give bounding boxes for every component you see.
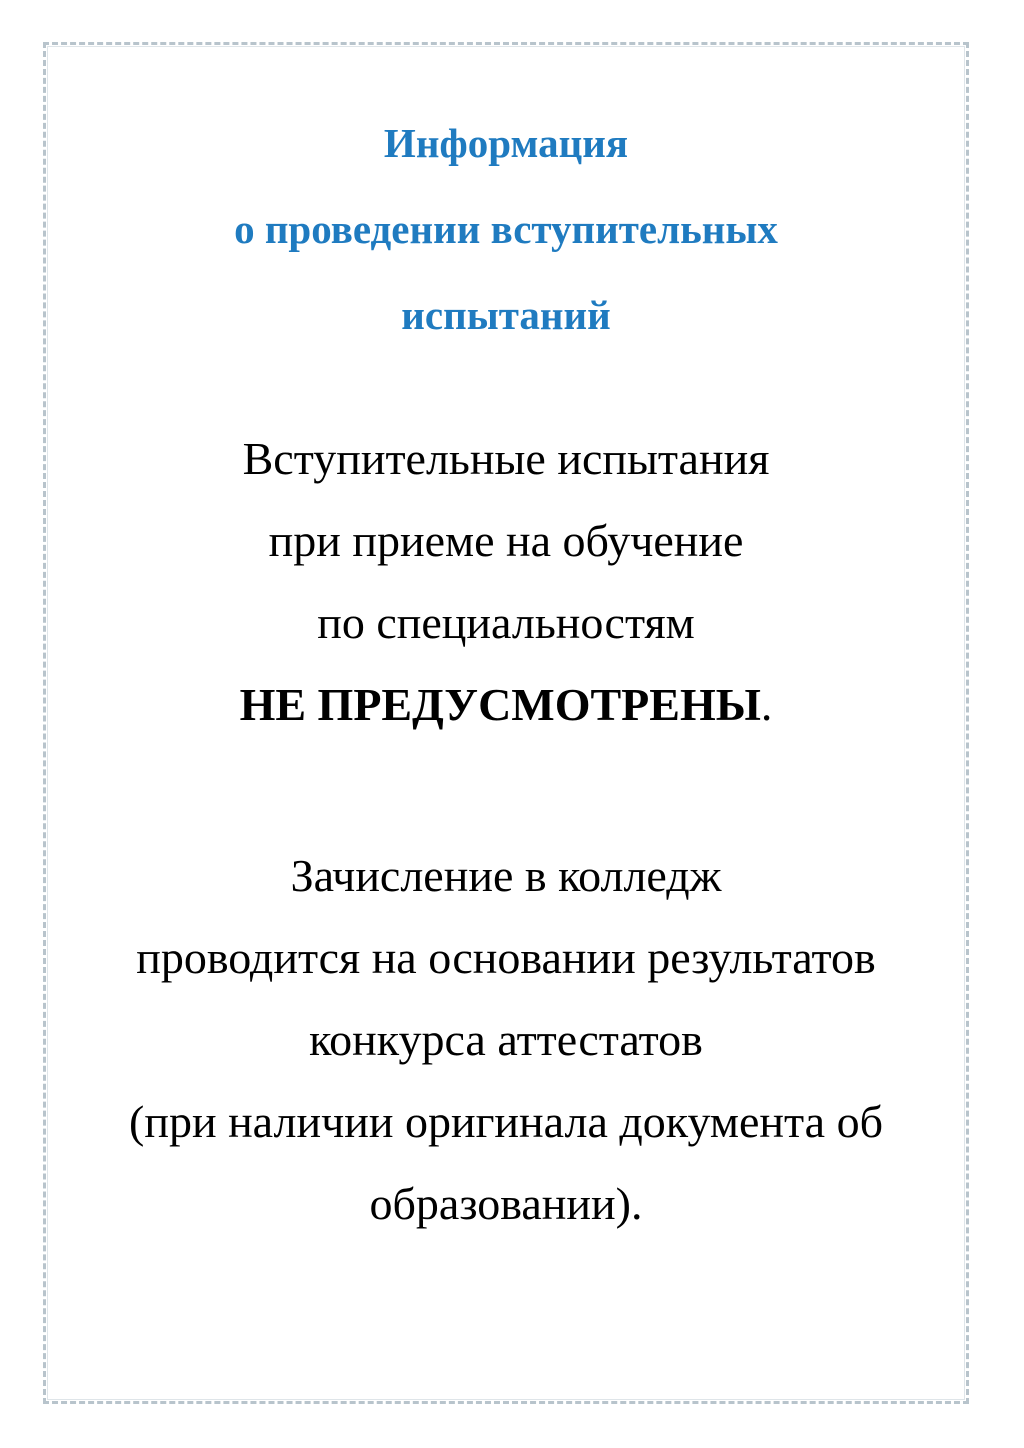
- paragraph-enrollment: [43, 835, 969, 1245]
- paragraph-2-line-1: Зачисление в колледж: [290, 850, 722, 901]
- paragraph-2-line-5: образовании).: [369, 1178, 643, 1229]
- paragraph-entrance-exams: [43, 418, 969, 746]
- paragraph-1-line-1: Вступительные испытания: [242, 433, 770, 484]
- paragraph-2-line-4: (при наличии оригинала документа об: [129, 1096, 883, 1147]
- title-line-1: Информация: [383, 120, 629, 166]
- paragraph-1-line-2: при приеме на обучение: [268, 515, 744, 566]
- emphasis-period: .: [760, 679, 773, 730]
- not-provided-emphasis: НЕ ПРЕДУСМОТРЕНЫ: [239, 679, 761, 730]
- paragraph-1-line-3: по специальностям: [317, 597, 695, 648]
- title-line-3: испытаний: [401, 292, 611, 338]
- paragraph-2-line-3: конкурса аттестатов: [309, 1014, 703, 1065]
- paragraph-1-emphasis-line: [43, 664, 969, 746]
- title-line-2: о проведении вступительных: [234, 206, 778, 252]
- document-title: [43, 100, 969, 358]
- paragraph-2-line-2: проводится на основании результатов: [136, 932, 876, 983]
